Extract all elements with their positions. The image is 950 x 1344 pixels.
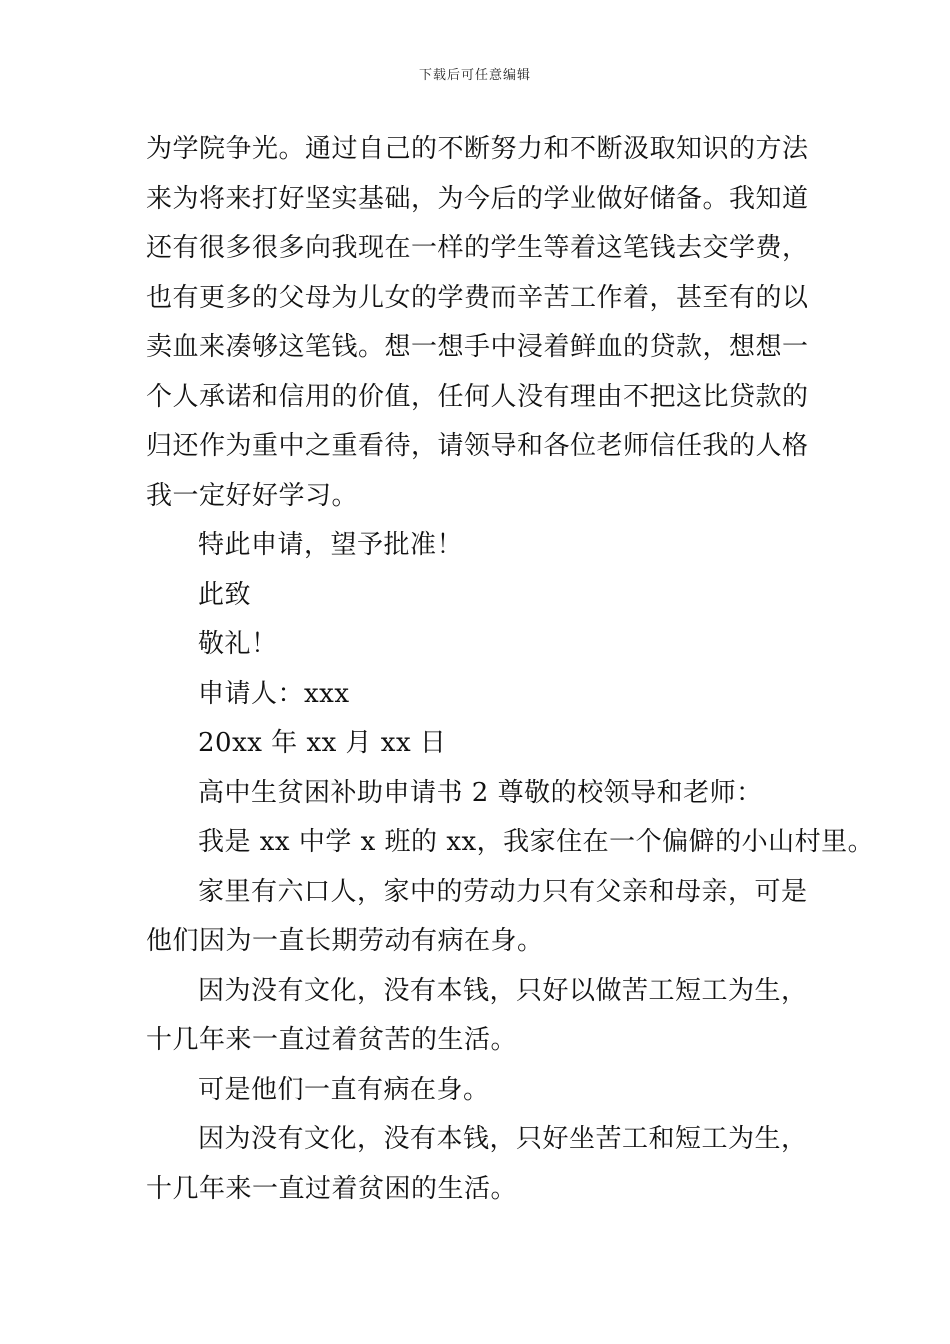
header-note: 下载后可任意编辑 xyxy=(418,68,531,83)
closing-request: 特此申请，望予批准！ xyxy=(198,530,464,560)
text-line: 卖血来凑够这笔钱。想一想手中浸着鲜血的贷款，想想一 xyxy=(146,332,809,362)
text-line: 因为没有文化，没有本钱，只好以做苦工短工为生， xyxy=(198,975,808,1006)
text-line: 也有更多的父母为儿女的学费而辛苦工作着，甚至有的以 xyxy=(146,282,809,313)
text-line: 为学院争光。通过自己的不断努力和不断汲取知识的方法 xyxy=(146,134,809,164)
text-line: 来为将来打好坚实基础，为今后的学业做好储备。我知道 xyxy=(146,183,809,214)
text-line: 十几年来一直过着贫苦的生活。 xyxy=(146,1025,518,1055)
salutation-ci-zhi: 此致 xyxy=(198,579,252,610)
text-line: 因为没有文化，没有本钱，只好坐苦工和短工为生， xyxy=(198,1124,808,1154)
application-date: 20xx 年 xx 月 xx 日 xyxy=(198,728,447,758)
text-line: 可是他们一直有病在身。 xyxy=(198,1074,490,1105)
text-line: 我一定好好学习。 xyxy=(146,480,359,511)
text-line: 家里有六口人，家中的劳动力只有父亲和母亲，可是 xyxy=(198,876,808,907)
text-line: 归还作为重中之重看待，请领导和各位老师信任我的人格 xyxy=(146,431,809,461)
text-line: 个人承诺和信用的价值，任何人没有理由不把这比贷款的 xyxy=(146,381,809,412)
text-line: 还有很多很多向我现在一样的学生等着这笔钱去交学费， xyxy=(146,233,809,263)
text-line: 十几年来一直过着贫困的生活。 xyxy=(146,1173,518,1204)
applicant-name: 申请人：xxx xyxy=(198,678,350,709)
text-line: 他们因为一直长期劳动有病在身。 xyxy=(146,926,544,956)
salutation-jing-li: 敬礼！ xyxy=(198,629,278,659)
document-body xyxy=(146,125,875,1214)
text-line: 我是 xx 中学 x 班的 xx，我家住在一个偏僻的小山村里。 xyxy=(198,827,875,857)
section-heading: 高中生贫困补助申请书 2 尊敬的校领导和老师： xyxy=(198,777,763,808)
